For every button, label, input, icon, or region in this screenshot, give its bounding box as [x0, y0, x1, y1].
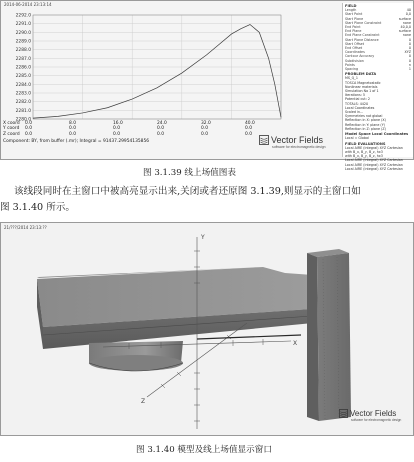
- component-integral-text: Component: BY, from buffer (.mr); Integral = 91437.29954135856: [3, 139, 150, 144]
- y-tick-label: 2289.0: [15, 39, 31, 45]
- panel-text-line: with B_x, B_y, B_z, hx3: [345, 154, 383, 159]
- property-value: surface: [398, 16, 411, 21]
- figure2-caption: 图 3.1.40 模型及线上场值显示窗口: [136, 445, 272, 455]
- y-axis-label: Y: [201, 234, 205, 241]
- figure1-timestamp: 2014-06-2014 23:13:14: [4, 2, 52, 7]
- panel-text-line: Local AIRE (integral) XYZ Cartesian: [345, 145, 403, 150]
- figure2-timestamp: 21/???/2014 23:13:??: [4, 225, 47, 230]
- logo-name: Vector Fields: [271, 135, 324, 145]
- cell: 0.0: [113, 126, 120, 132]
- y-tick-label: 2292.0: [15, 13, 31, 19]
- paragraph-line-1: 该线段同时在主窗口中被高亮显示出来,关闭或者还原图 3.1.39,则显示的主窗口如: [14, 186, 361, 197]
- panel-text-line: Symmetries not global: [345, 114, 383, 119]
- panel-text-line: TOSCA Magnetostatic: [345, 80, 381, 85]
- series-line-by: [33, 25, 281, 119]
- property-name: Spacing: [345, 67, 359, 72]
- y-tick-label: 2291.0: [15, 22, 31, 28]
- property-name: Contour Accuracy: [345, 54, 375, 59]
- cell: 8.0: [69, 121, 76, 126]
- panel-text-line: Nonlinear materials: [345, 84, 378, 89]
- figure-model-3d-view: [0, 222, 414, 436]
- evaluation-line-highlight: [197, 335, 301, 339]
- coordinate-table: [3, 121, 289, 137]
- property-name: Start Plane Distance: [345, 37, 379, 42]
- cell: 0.0: [25, 126, 32, 132]
- property-value: 0: [408, 37, 411, 42]
- z-axis-label: Z: [141, 398, 146, 405]
- property-value: surface: [398, 29, 411, 34]
- cylinder-part: [89, 341, 183, 371]
- cell: 32.0: [201, 121, 211, 126]
- y-tick-label: 2280.0: [15, 117, 31, 123]
- panel-section-title: FIELD EVALUATIONS: [345, 141, 386, 146]
- table-row-z: [3, 132, 289, 137]
- property-name: Start Plane: [345, 16, 364, 21]
- vector-fields-logo-icon: [259, 135, 269, 145]
- panel-text-line: MS_Q_1: [345, 76, 358, 81]
- property-name: Length: [345, 8, 357, 13]
- panel-text-line: Local AIRE (integral) XYZ Cartesian: [345, 162, 403, 167]
- vector-fields-logo-icon: [339, 409, 348, 418]
- property-value: 0: [408, 58, 411, 63]
- panel-text-line: Potential cut: 2: [345, 97, 370, 102]
- panel-text-line: Local = Global: [345, 136, 369, 141]
- property-name: Points: [345, 62, 355, 67]
- panel-text-line: Local AIRE (integral) XYZ Cartesian: [345, 166, 403, 171]
- property-value: 0: [408, 41, 411, 46]
- property-name: Subdivision: [345, 58, 364, 63]
- vertical-post: [307, 249, 351, 421]
- cell: 0.0: [245, 126, 252, 132]
- cell: 0.0: [69, 131, 76, 137]
- panel-section-title: PROBLEM DATA: [345, 72, 377, 77]
- cell: 0.0: [201, 131, 208, 137]
- x-axis-label: X: [293, 340, 298, 347]
- property-value: none: [402, 20, 411, 25]
- cell: 0.0: [201, 126, 208, 132]
- panel-text-line: Local Coordinates: [345, 105, 375, 110]
- y-tick-label: 2286.0: [15, 65, 31, 71]
- cell: 16.0: [113, 121, 123, 126]
- cell: 40.0: [245, 121, 255, 126]
- plot-grid: [33, 15, 281, 119]
- panel-text-line: Reflection in Y: plane (Y): [345, 122, 386, 127]
- property-value: 40,0,0: [400, 25, 411, 30]
- property-value: XYZ: [404, 50, 411, 55]
- panel-text-line: Reflection in X: plane (X): [345, 118, 386, 123]
- cell: 0.0: [25, 131, 32, 137]
- row-label: Z coord: [3, 131, 20, 137]
- y-tick-label: 2285.0: [15, 74, 31, 80]
- panel-section-title: FIELD: [345, 4, 357, 8]
- vector-fields-logo-2: [339, 409, 401, 422]
- cell: 0.0: [157, 131, 164, 137]
- cell: 0.0: [25, 121, 32, 126]
- property-value: n: [408, 62, 411, 67]
- panel-text-line: Iterations: 5: [345, 93, 365, 98]
- logo-name: Vector Fields: [350, 409, 397, 418]
- property-name: Start Offset: [345, 41, 365, 46]
- property-name: End Offset: [345, 46, 363, 51]
- panel-text-line: Local AIRE (integral) XYZ Cartesian: [345, 158, 403, 163]
- properties-panel: [342, 3, 413, 171]
- panel-text-line: TOTALS: 4420: [345, 101, 369, 106]
- property-value: 0,0: [405, 12, 411, 17]
- cell: 0.0: [113, 131, 120, 137]
- y-tick-label: 2281.0: [15, 108, 31, 114]
- cell: 0.0: [157, 126, 164, 132]
- panel-section-title: Model Space Local Coordinates: [345, 132, 409, 137]
- panel-text-line: with B_x, B_y, B_z, hx3: [345, 149, 383, 154]
- property-name: Start Point: [345, 12, 363, 17]
- y-tick-label: 2282.0: [15, 100, 31, 106]
- y-tick-label: 2283.0: [15, 91, 31, 97]
- property-name: End Plane: [345, 29, 362, 34]
- panel-text-line: Reflection in Z: plane (Z): [345, 126, 386, 131]
- property-value: 0: [408, 46, 411, 51]
- property-value: 1: [408, 67, 411, 72]
- cell: 0.0: [245, 131, 252, 137]
- property-name: Start Plane Constraint: [345, 20, 382, 25]
- cell: 0.0: [69, 126, 76, 132]
- figure-line-field-chart: [0, 0, 414, 171]
- y-tick-label: 2290.0: [15, 30, 31, 36]
- y-tick-labels: [16, 13, 32, 123]
- property-value: none: [402, 33, 411, 38]
- figure1-caption: 图 3.1.39 线上场值图表: [143, 168, 236, 178]
- property-name: Coordinates: [345, 50, 365, 55]
- y-tick-label: 2287.0: [15, 56, 31, 62]
- property-value: 0: [408, 54, 411, 59]
- model-3d-scene: [1, 223, 413, 435]
- row-label: Y coord: [3, 126, 20, 132]
- cell: 24.0: [157, 121, 167, 126]
- paragraph-line-2: 图 3.1.40 所示。: [0, 202, 75, 213]
- row-label: X coord: [3, 121, 20, 126]
- panel-property-row: [343, 67, 413, 71]
- y-tick-label: 2284.0: [15, 82, 31, 88]
- panel-text-line: Scaled in...: [345, 110, 364, 115]
- property-value: 40: [406, 8, 411, 13]
- property-name: End Point: [345, 25, 361, 30]
- y-tick-label: 2288.0: [15, 48, 31, 54]
- logo-tagline: software for electromagnetic design: [272, 145, 326, 149]
- panel-text-line: Simulation No 1 of 1: [345, 89, 379, 94]
- property-name: End Plane Constraint: [345, 33, 380, 38]
- logo-tagline: software for electromagnetic design: [351, 418, 402, 422]
- vector-fields-logo: [259, 135, 326, 149]
